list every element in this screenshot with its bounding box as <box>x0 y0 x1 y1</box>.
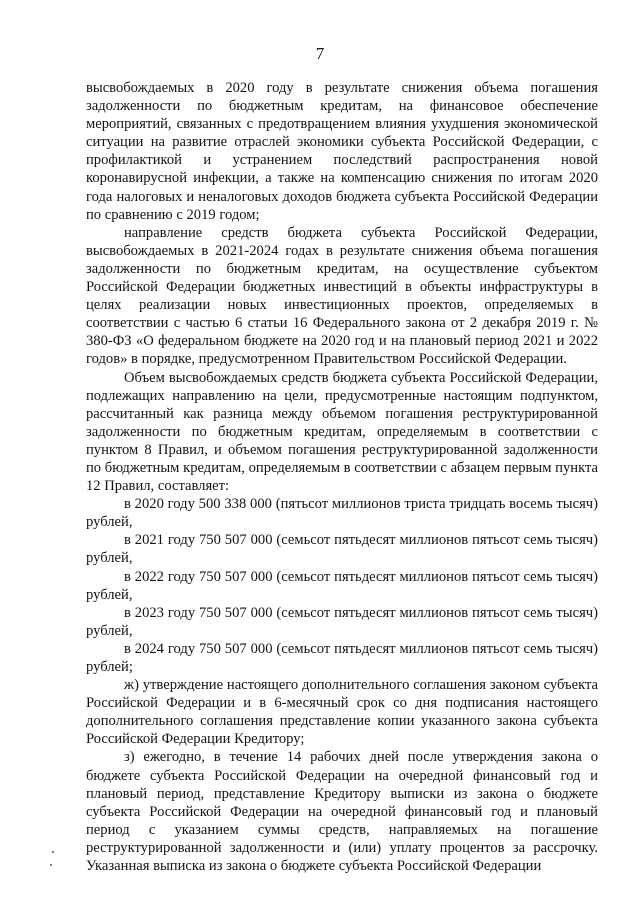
paragraph-amount-2020: в 2020 году 500 338 000 (пятьсот миллионов триста тридцать восемь тысяч) рублей, <box>86 496 598 531</box>
paragraph-budget-investments: направление средств бюджета субъекта Российской Федерации, высвобождаемых в 2021-2024 годах в результате снижения объема погашения задолженности по бюджетным кредитам, на осуществление субъектом Российской Федерации бюджетных инвестиций в объекты инфраструктуры в целях реализации новых инвестиционных проектов, определяемых в соответствии с частью 6 статьи 16 Федерального закона от 2 декабря 2019 г. № 380-ФЗ «О федеральном бюджете на 2020 год и на плановый период 2021 и 2022 годов» в порядке, предусмотренном Правительством Российской Федерации. <box>86 224 598 368</box>
scan-speck <box>52 851 54 853</box>
paragraph-continuation: высвобождаемых в 2020 году в результате снижения объема погашения задолженности по бюджетным кредитам, на финансовое обеспечение мероприятий, связанных с предотвращением влияния ухудшения экономической ситуации на развитие отраслей экономики субъекта Российской Федерации, с профилактикой и устранением последствий распространения новой коронавирусной инфекции, а также на компенсацию снижения по итогам 2020 года налоговых и неналоговых доходов бюджета субъекта Российской Федерации по сравнению с 2019 годом; <box>86 80 598 223</box>
paragraph-amount-2021: в 2021 году 750 507 000 (семьсот пятьдесят миллионов пятьсот семь тысяч) рублей, <box>86 532 598 567</box>
paragraph-amount-2022: в 2022 году 750 507 000 (семьсот пятьдесят миллионов пятьсот семь тысяч) рублей, <box>86 568 598 603</box>
paragraph-item-z: з) ежегодно, в течение 14 рабочих дней после утверждения закона о бюджете субъекта Российской Федерации на очередной финансовый год и плановый период, представление Кредитору выписки из закона о бюджете субъекта Российской Федерации на очередной финансовый год и плановый период с указанием суммы средств, направляемых на погашение реструктурированной задолженности и (или) уплату процентов за рассрочку. Указанная выписка из закона о бюджете субъекта Российской Федерации <box>86 749 598 875</box>
paragraph-released-funds-volume: Объем высвобождаемых средств бюджета субъекта Российской Федерации, подлежащих направлению на цели, предусмотренные настоящим подпунктом, рассчитанный как разница между объемом погашения реструктурированной задолженности по бюджетным кредитам, определяемым в соответствии с пунктом 8 Правил, и объемом погашения реструктурированной задолженности по бюджетным кредитам, определяемым в соответствии с абзацем первым пункта 12 Правил, составляет: <box>86 369 598 495</box>
paragraph-amount-2024: в 2024 году 750 507 000 (семьсот пятьдесят миллионов пятьсот семь тысяч) рублей; <box>86 640 598 675</box>
document-body <box>86 79 598 875</box>
paragraph-amount-2023: в 2023 году 750 507 000 (семьсот пятьдесят миллионов пятьсот семь тысяч) рублей, <box>86 604 598 639</box>
paragraph-item-zh: ж) утверждение настоящего дополнительного соглашения законом субъекта Российской Федерации и в 6-месячный срок со дня подписания настоящего дополнительного соглашения представление копии указанного закона субъекта Российской Федерации Кредитору; <box>86 677 598 748</box>
scan-speck <box>50 864 52 866</box>
page-number: 7 <box>315 44 325 63</box>
